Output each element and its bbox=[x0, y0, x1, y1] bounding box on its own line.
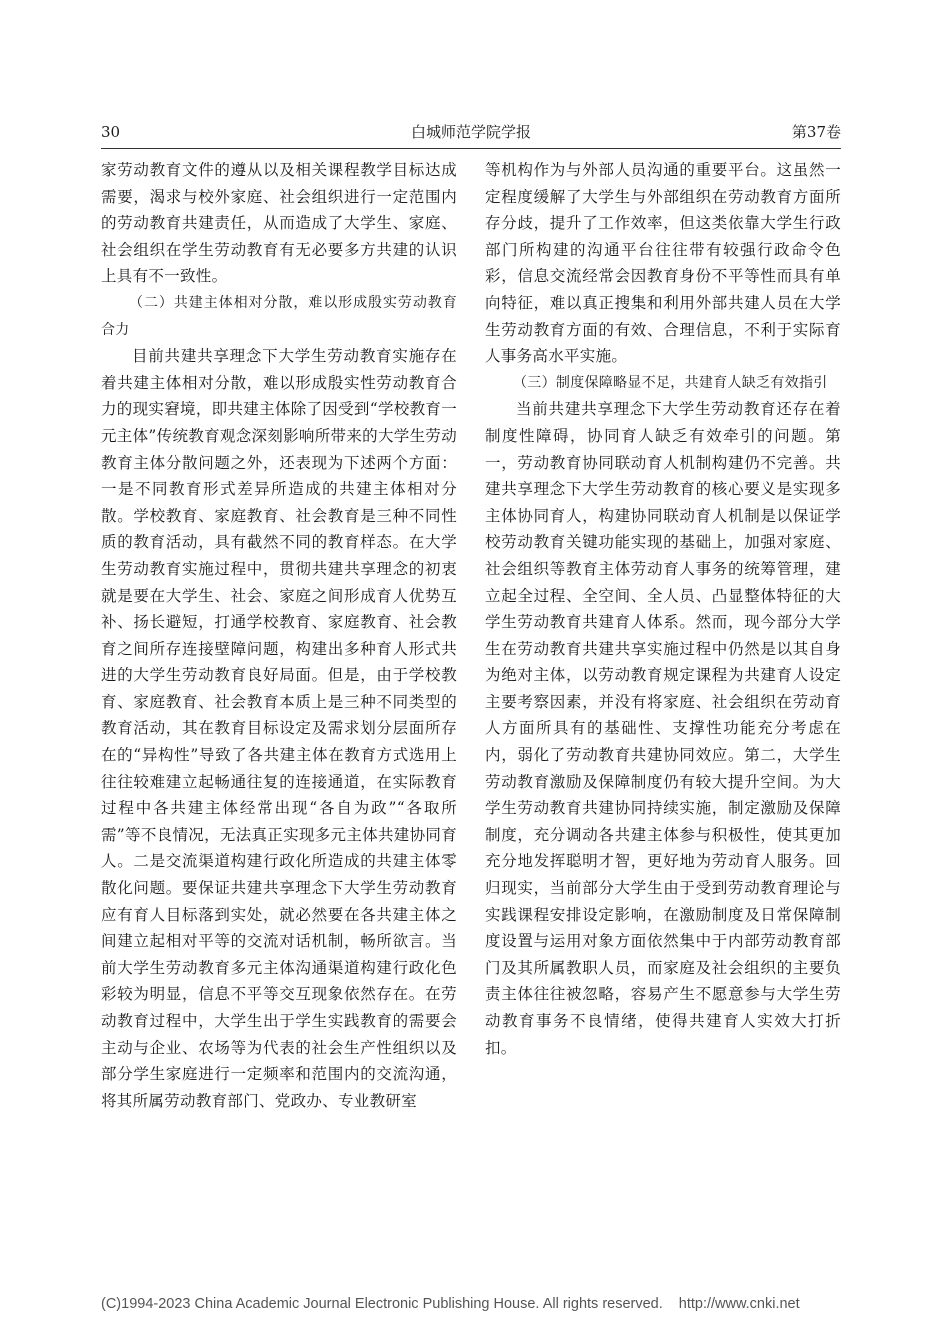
body-paragraph: 目前共建共享理念下大学生劳动教育实施存在着共建主体相对分散，难以形成殷实性劳动教育合力的现实窘境，即共建主体除了因受到“学校教育一元主体”传统教育观念深刻影响所带来的大学生劳动教育主体分散问题之外，还表现为下述两个方面：一是不同教育形式差异所造成的共建主体相对分散。学校教育、家庭教育、社会教育是三种不同性质的教育活动，具有截然不同的教育样态。在大学生劳动教育实施过程中，贯彻共建共享理念的初衷就是要在大学生、社会、家庭之间形成育人优势互补、扬长避短，打通学校教育、家庭教育、社会教育之间所存连接壁障问题，构建出多种育人形式共进的大学生劳动教育良好局面。但是，由于学校教育、家庭教育、社会教育本质上是三种不同类型的教育活动，其在教育目标设定及需求划分层面所存在的“异构性”导致了各共建主体在教育方式选用上往往较难建立起畅通往复的连接通道，在实际教育过程中各共建主体经常出现“各自为政”“各取所需”等不良情况，无法真正实现多元主体共建协同育人。二是交流渠道构建行政化所造成的共建主体零散化问题。要保证共建共享理念下大学生劳动教育应有育人目标落到实处，就必然要在各共建主体之间建立起相对平等的交流对话机制，畅所欲言。当前大学生劳动教育多元主体沟通渠道构建行政化色彩较为明显，信息不平等交互现象依然存在。在劳动教育过程中，大学生出于学生实践教育的需要会主动与企业、农场等为代表的社会生产性组织以及部分学生家庭进行一定频率和范围内的交流沟通，将其所属劳动教育部门、党政办、专业教研室 bbox=[101, 347, 457, 1110]
copyright-footer bbox=[101, 1296, 801, 1312]
volume-label: 第37卷 bbox=[791, 123, 841, 141]
running-header bbox=[101, 118, 841, 146]
section-heading-3: （三）制度保障略显不足，共建育人缺乏有效指引 bbox=[513, 374, 828, 391]
copyright-text: (C)1994-2023 China Academic Journal Electronic Publishing House. All rights reserved. bbox=[101, 1296, 663, 1312]
section-heading-2: （二）共建主体相对分散，难以形成殷实劳动教育合力 bbox=[101, 294, 457, 338]
continued-paragraph: 等机构作为与外部人员沟通的重要平台。这虽然一定程度缓解了大学生与外部组织在劳动教育方面所存分歧，提升了工作效率，但这类依靠大学生行政部门所构建的沟通平台往往带有较强行政命令色彩，信息交流经常会因教育身份不平等性而具有单向特征，难以真正搜集和利用外部共建人员在大学生劳动教育方面的有效、合理信息，不利于实际育人事务高水平实施。 bbox=[485, 161, 841, 366]
header-rule bbox=[101, 148, 841, 149]
cnki-link[interactable]: http://www.cnki.net bbox=[678, 1296, 800, 1312]
body-paragraph: 当前共建共享理念下大学生劳动教育还存在着制度性障碍，协同育人缺乏有效牵引的问题。第一，劳动教育协同联动育人机制构建仍不完善。共建共享理念下大学生劳动教育的核心要义是实现多主体协同育人，构建协同联动育人机制是以保证学校劳动教育关键功能实现的基础上，加强对家庭、社会组织等教育主体劳动育人事务的统筹管理，建立起全过程、全空间、全人员、凸显整体特征的大学生劳动教育共建育人体系。然而，现今部分大学生在劳动教育共建共享实施过程中仍然是以其自身为绝对主体，以劳动教育规定课程为共建育人设定主要考察因素，并没有将家庭、社会组织在劳动育人方面所具有的基础性、支撑性功能充分考虑在内，弱化了劳动教育共建协同效应。第二，大学生劳动教育激励及保障制度仍有较大提升空间。为大学生劳动教育共建协同持续实施，制定激励及保障制度，充分调动各共建主体参与积极性，使其更加充分地发挥聪明才智，更好地为劳动育人服务。回归现实，当前部分大学生由于受到劳动教育理论与实践课程安排设定影响，在激励制度及日常保障制度设置与运用对象方面依然集中于内部劳动教育部门及其所属教职人员，而家庭及社会组织的主要负责主体往往被忽略，容易产生不愿意参与大学生劳动教育事务不良情绪，使得共建育人实效大打折扣。 bbox=[485, 400, 841, 1057]
journal-title: 白城师范学院学报 bbox=[410, 123, 531, 141]
right-column bbox=[485, 157, 841, 1061]
continued-paragraph: 家劳动教育文件的遵从以及相关课程教学目标达成需要，渴求与校外家庭、社会组织进行一定范围内的劳动教育共建责任，从而造成了大学生、家庭、社会组织在学生劳动教育有无必要多方共建的认识上具有不一致性。 bbox=[101, 161, 457, 286]
page-number: 30 bbox=[101, 123, 121, 141]
left-column bbox=[101, 157, 457, 1114]
